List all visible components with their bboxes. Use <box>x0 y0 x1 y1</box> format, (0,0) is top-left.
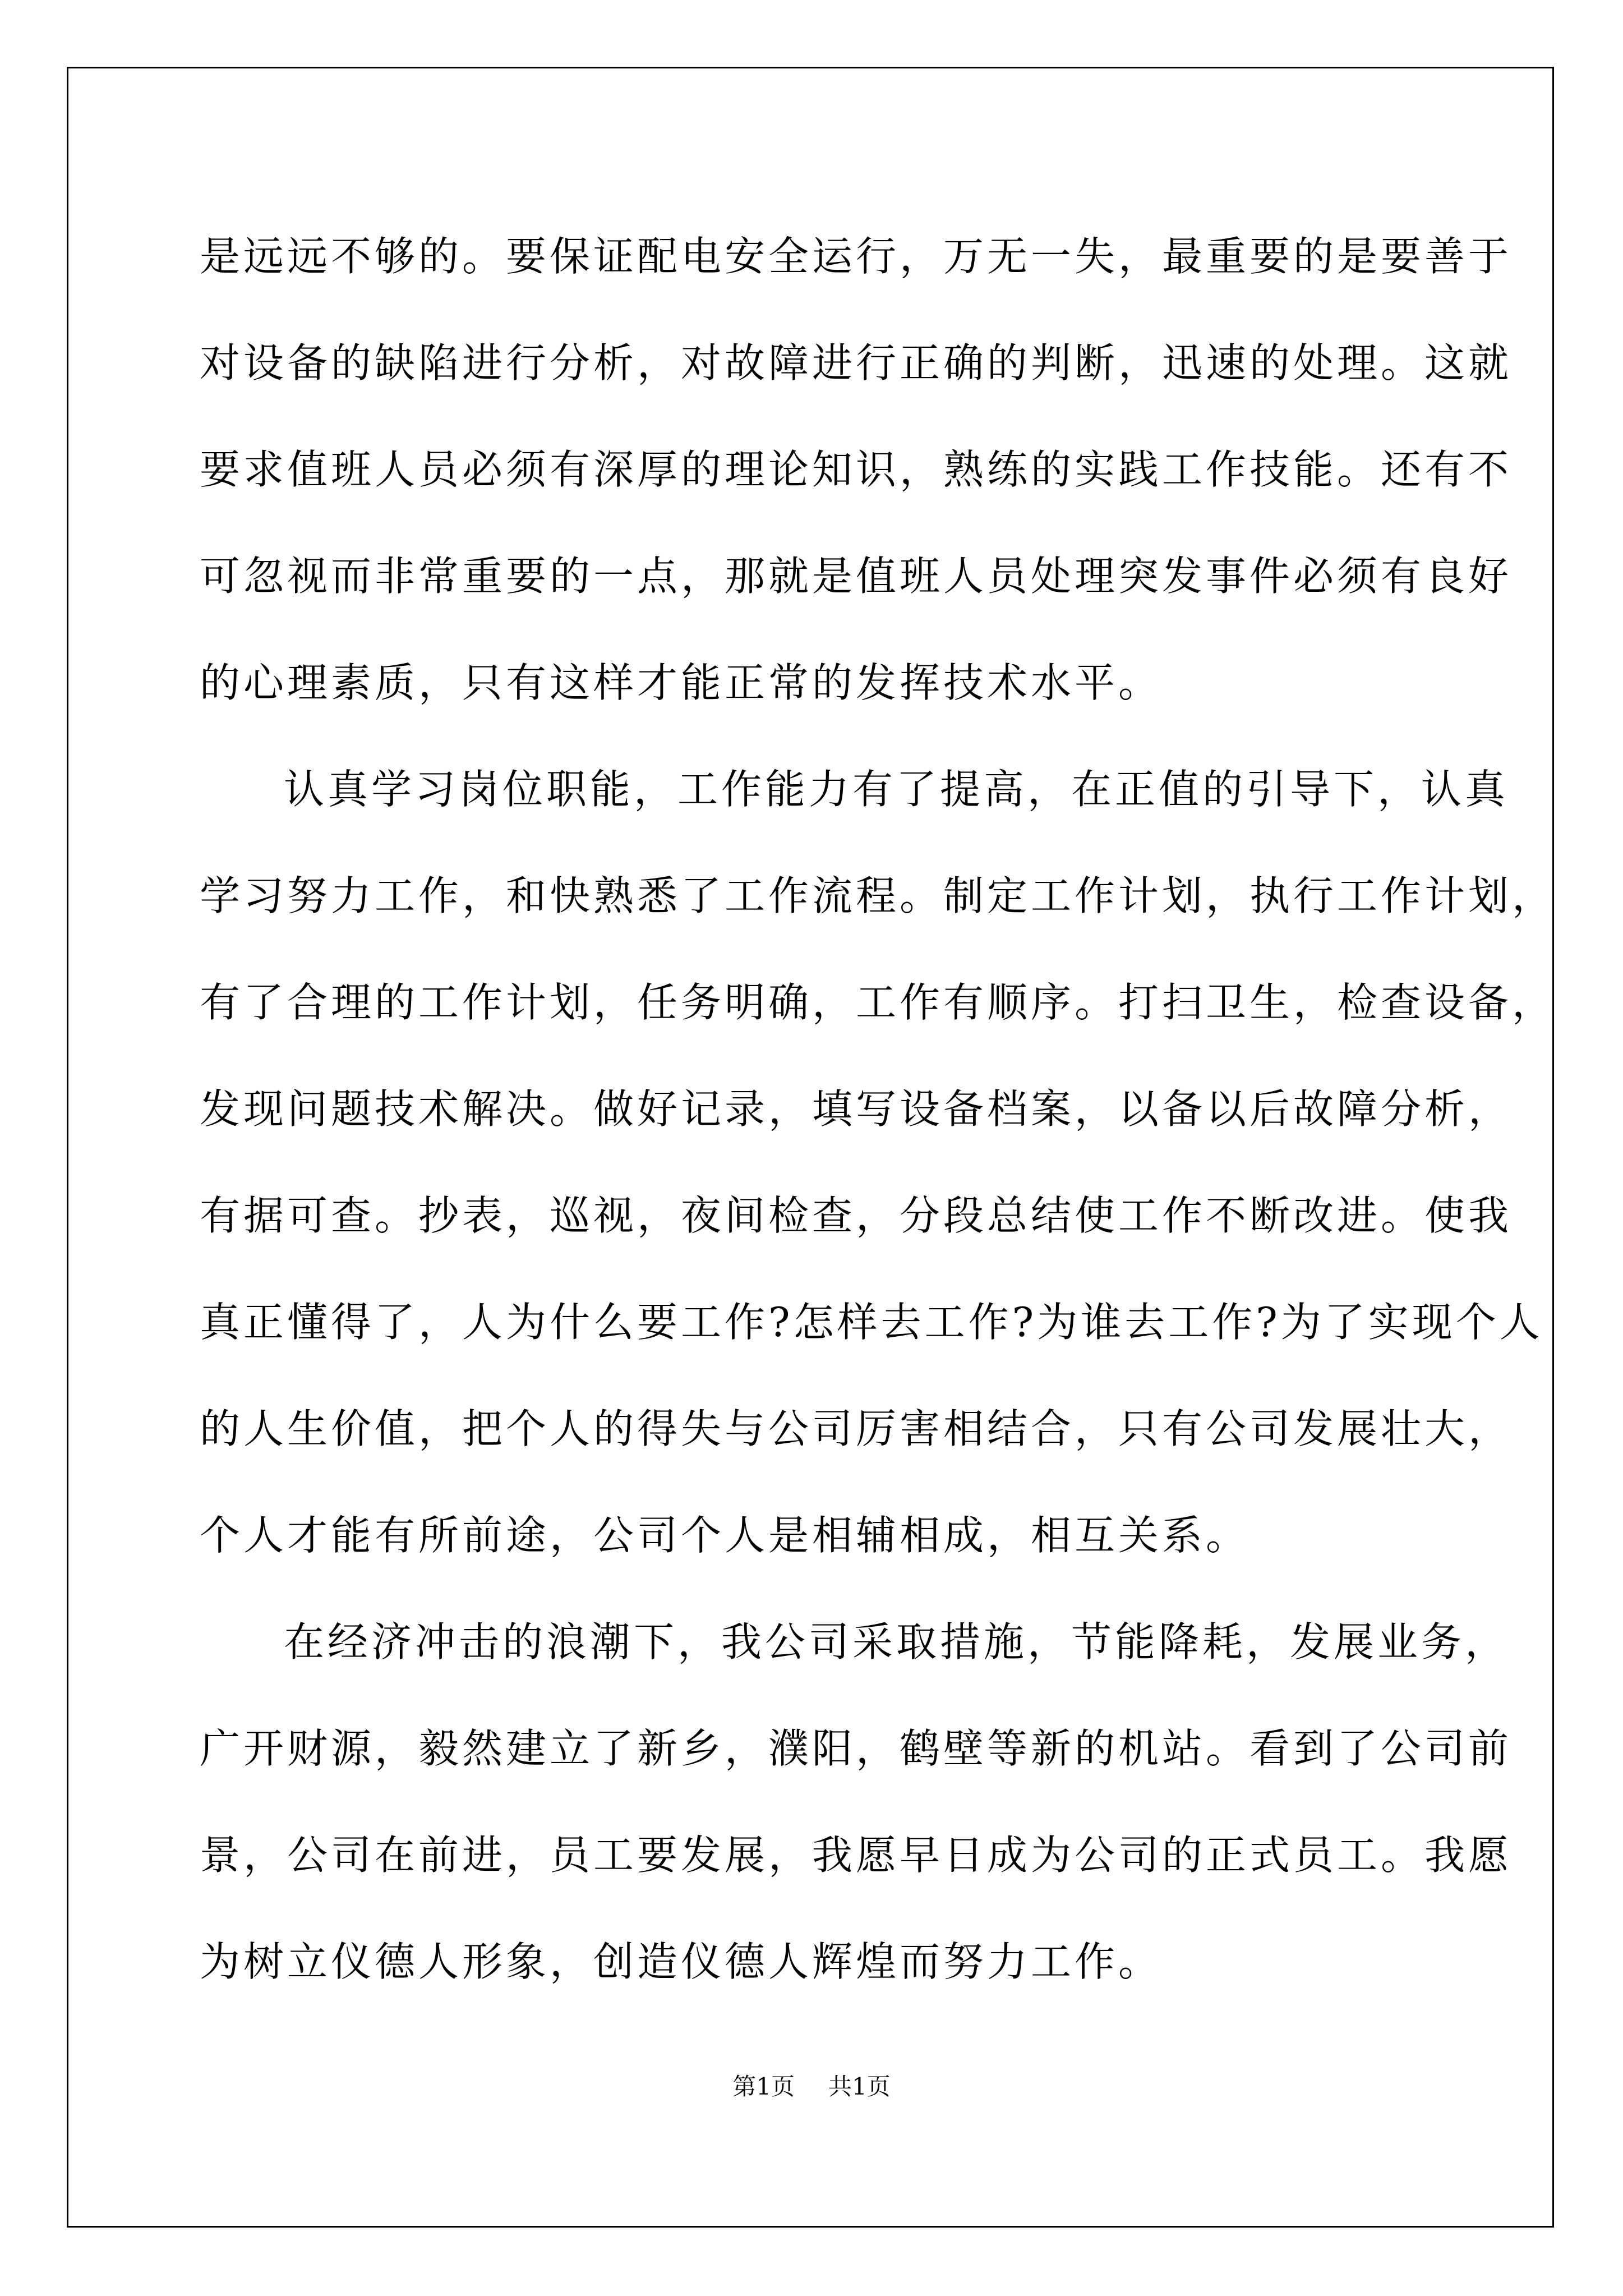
text-line: 景，公司在前进，员工要发展，我愿早日成为公司的正式员工。我愿 <box>200 1832 1513 1879</box>
paragraph <box>200 1589 1513 2015</box>
text-line: 要求值班人员必须有深厚的理论知识，熟练的实践工作技能。还有不 <box>200 446 1513 493</box>
text-line: 的心理素质，只有这样才能正常的发挥技术水平。 <box>200 659 1163 706</box>
page-number: 第1页 <box>732 2073 795 2100</box>
page-total: 共1页 <box>828 2073 891 2100</box>
text-line: 对设备的缺陷进行分析，对故障进行正确的判断，迅速的处理。这就 <box>200 339 1513 386</box>
text-line: 发现问题技术解决。做好记录，填写设备档案，以备以后故障分析， <box>200 1085 1513 1133</box>
text-line: 在经济冲击的浪潮下，我公司采取措施，节能降耗，发展业务， <box>284 1618 1509 1665</box>
paragraph <box>200 736 1556 1589</box>
text-line: 的人生价值，把个人的得失与公司厉害相结合，只有公司发展壮大， <box>200 1405 1513 1452</box>
text-line: 认真学习岗位职能，工作能力有了提高，在正值的引导下，认真 <box>284 766 1509 813</box>
text-line: 为树立仪德人形象，创造仪德人辉煌而努力工作。 <box>200 1938 1163 1985</box>
text-line: 学习努力工作，和快熟悉了工作流程。制定工作计划，执行工作计划， <box>200 872 1556 919</box>
document-body <box>200 203 1556 2015</box>
text-line: 有据可查。抄表，巡视，夜间检查，分段总结使工作不断改进。使我 <box>200 1192 1513 1239</box>
text-line: 真正懂得了，人为什么要工作?怎样去工作?为谁去工作?为了实现个人 <box>200 1299 1543 1346</box>
paragraph <box>200 203 1513 736</box>
text-line: 个人才能有所前途，公司个人是相辅相成，相互关系。 <box>200 1512 1250 1559</box>
text-line: 有了合理的工作计划，任务明确，工作有顺序。打扫卫生，检查设备， <box>200 979 1556 1026</box>
text-line: 是远远不够的。要保证配电安全运行，万无一失，最重要的是要善于 <box>200 233 1513 280</box>
text-line: 广开财源，毅然建立了新乡，濮阳，鹤壁等新的机站。看到了公司前 <box>200 1725 1513 1772</box>
page-footer <box>0 2070 1623 2104</box>
text-line: 可忽视而非常重要的一点，那就是值班人员处理突发事件必须有良好 <box>200 553 1513 600</box>
